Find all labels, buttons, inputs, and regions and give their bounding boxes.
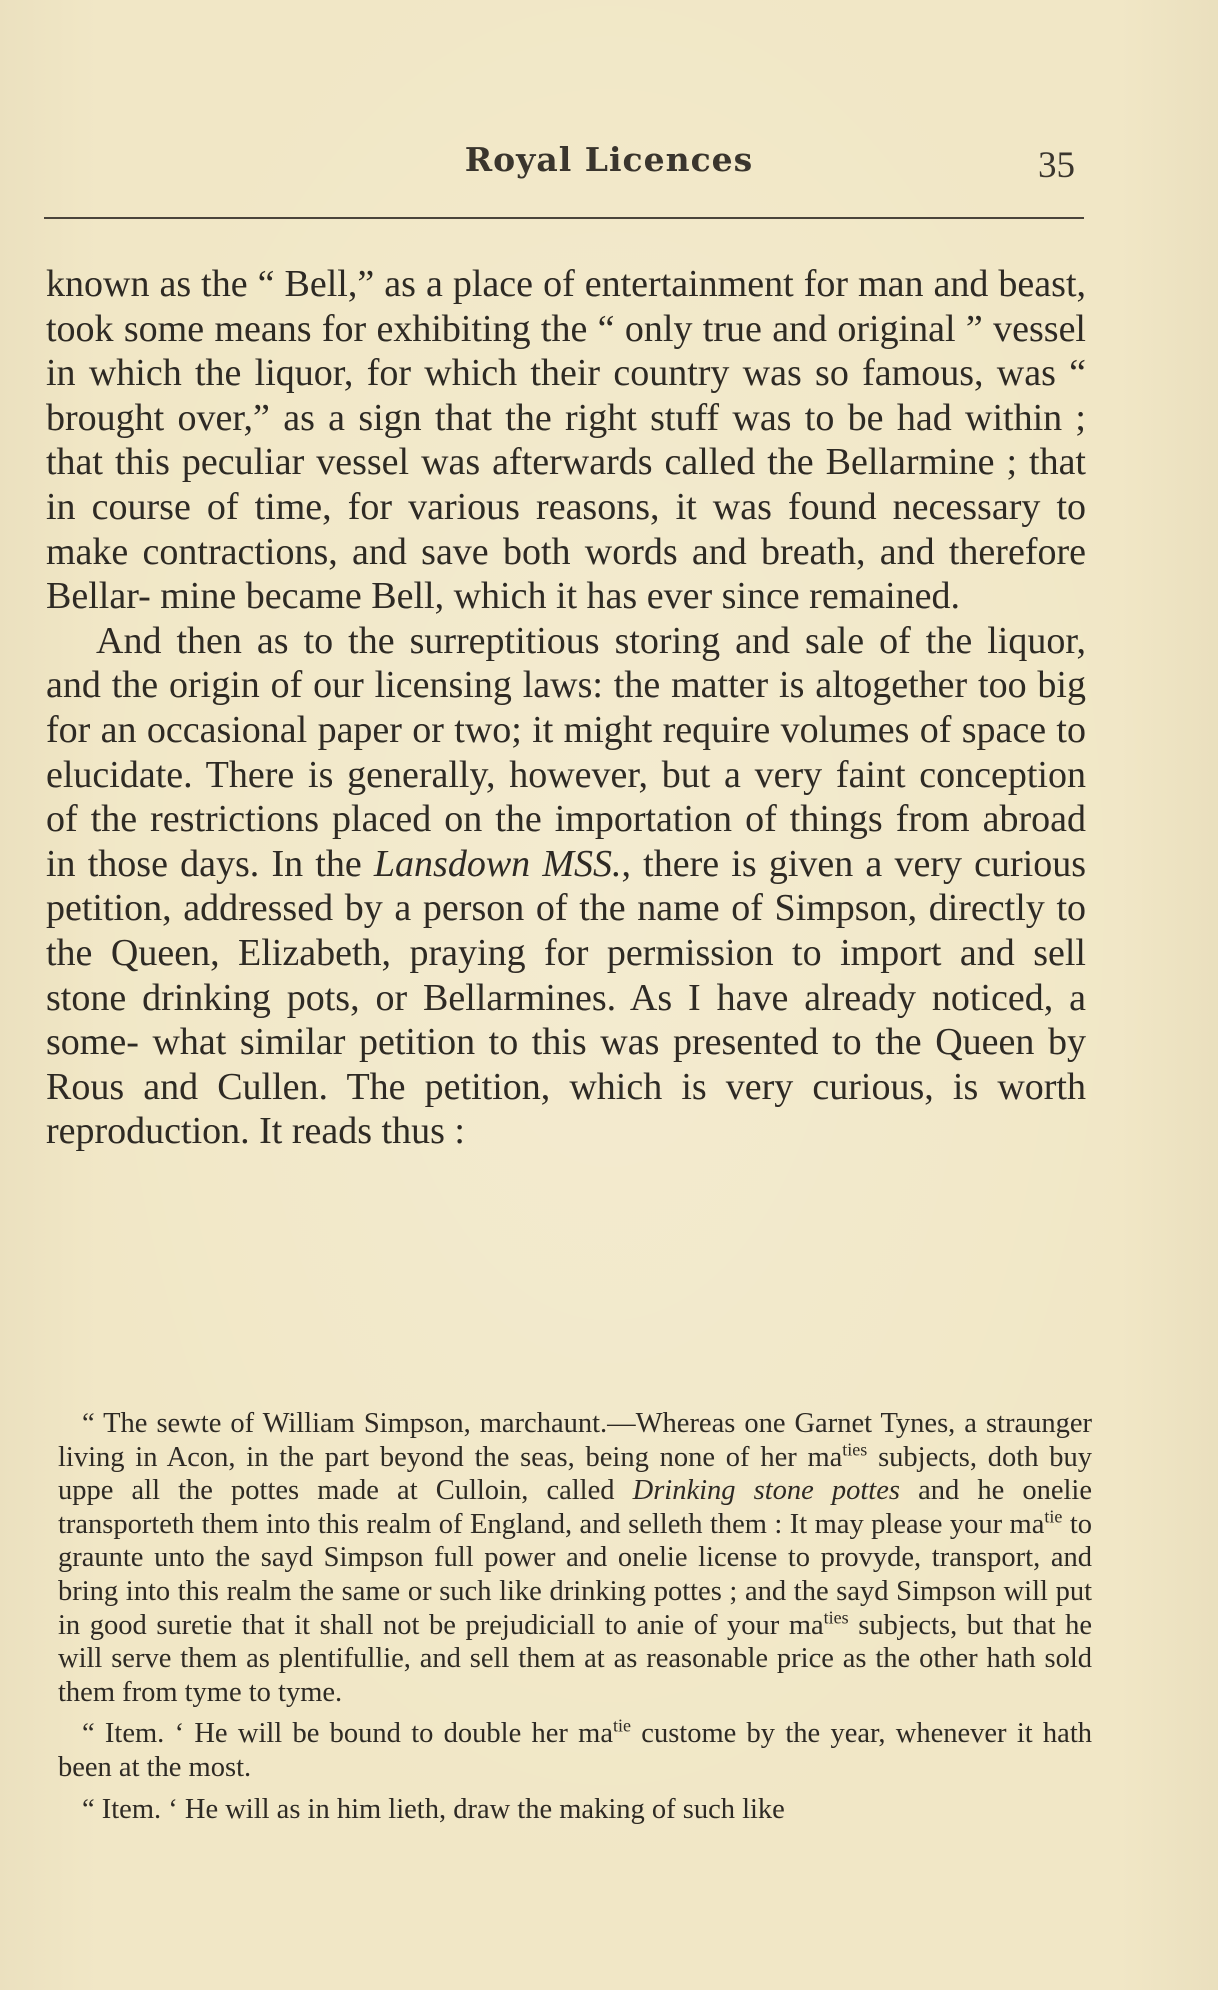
page-number: 35: [1038, 145, 1075, 186]
lansdown-mss-title: Lansdown MSS.: [373, 842, 622, 885]
header-rule: [44, 217, 1084, 219]
quote-paragraph-2: [58, 1717, 1092, 1784]
superscript-tie-1: tie: [1044, 1506, 1063, 1527]
paragraph-2: [46, 619, 1086, 1154]
paragraph-1: known as the “ Bell,” as a place of entertainment for man and beast, took some means for exhibiting the “ only true and original ” vessel in which the liquor, for which their country was so famous, was “ brought over,” as a sign that the right stuff was to be had within ; that this peculiar vessel was afterwards called the Bellarmine ; that in course of time, for various reasons, it was found necessary to make contractions, and save both words and breath, and therefore Bellar- mine became Bell, which it has ever since remained.: [46, 263, 1086, 618]
superscript-ties-2: ties: [823, 1607, 849, 1628]
quote-paragraph-3: “ Item. ‘ He will as in him lieth, draw the making of such like: [82, 1793, 785, 1825]
quote-paragraph-1: [58, 1407, 1092, 1709]
quote-2-text-b: custome by the year, whenever it hath been at the most.: [58, 1718, 1093, 1783]
paragraph-2-text-b: , there is given a very curious petition, addressed by a person of the name of Simpson, directly to the Queen, Elizabeth, praying for permission to import and sell stone drinking pots, or Bellarmines. As I have already noticed, a some- what similar petition to this was presented to the Queen by Rous and Cullen. The petition, which is very curious, is worth reproduction. It reads thus :: [46, 842, 1087, 1153]
paragraph-2-text-a: And then as to the surreptitious storing and sale of the liquor, and the origin of our licensing laws: the matter is altogether too big for an occasional paper or two; it might require volumes of space to elucidate. There is generally, however, but a very faint conception of the restrictions placed on the importation of things from abroad in those days. In the: [46, 619, 1086, 885]
superscript-tie-2: tie: [613, 1715, 632, 1736]
running-title: Royal Licences: [464, 140, 754, 179]
quote-1-text-a: “ The sewte of William Simpson, marchaunt.—Whereas one Garnet Tynes, a straunger living in Acon, in the part beyond the seas, being none of her ma: [58, 1408, 1092, 1473]
drinking-stone-pottes: Drinking stone pottes: [632, 1475, 900, 1507]
quote-1-text-e: subjects, but that he will serve them as plentifullie, and sell them at as reasonable price as the other hath sold them from tyme to tyme.: [58, 1609, 1093, 1708]
body-text: [46, 262, 1086, 1154]
quote-1-text-b: subjects, doth buy uppe all the pottes made at Culloin, called: [58, 1441, 1092, 1507]
quote-1-text-c: and he onelie transporteth them into this realm of England, and selleth them : It may please your ma: [58, 1475, 1092, 1540]
quote-2-text-a: “ Item. ‘ He will be bound to double her ma: [82, 1718, 614, 1750]
quote-1-text-d: to graunte unto the sayd Simpson full power and onelie license to provyde, transport, and bring into this realm the same or such like drinking pottes ; and the sayd Simpson will put in good suretie that it shall not be prejudiciall to anie of your ma: [58, 1508, 1092, 1641]
superscript-ties-1: ties: [842, 1439, 868, 1460]
quoted-petition: [58, 1407, 1092, 1834]
running-head: [0, 140, 1218, 200]
